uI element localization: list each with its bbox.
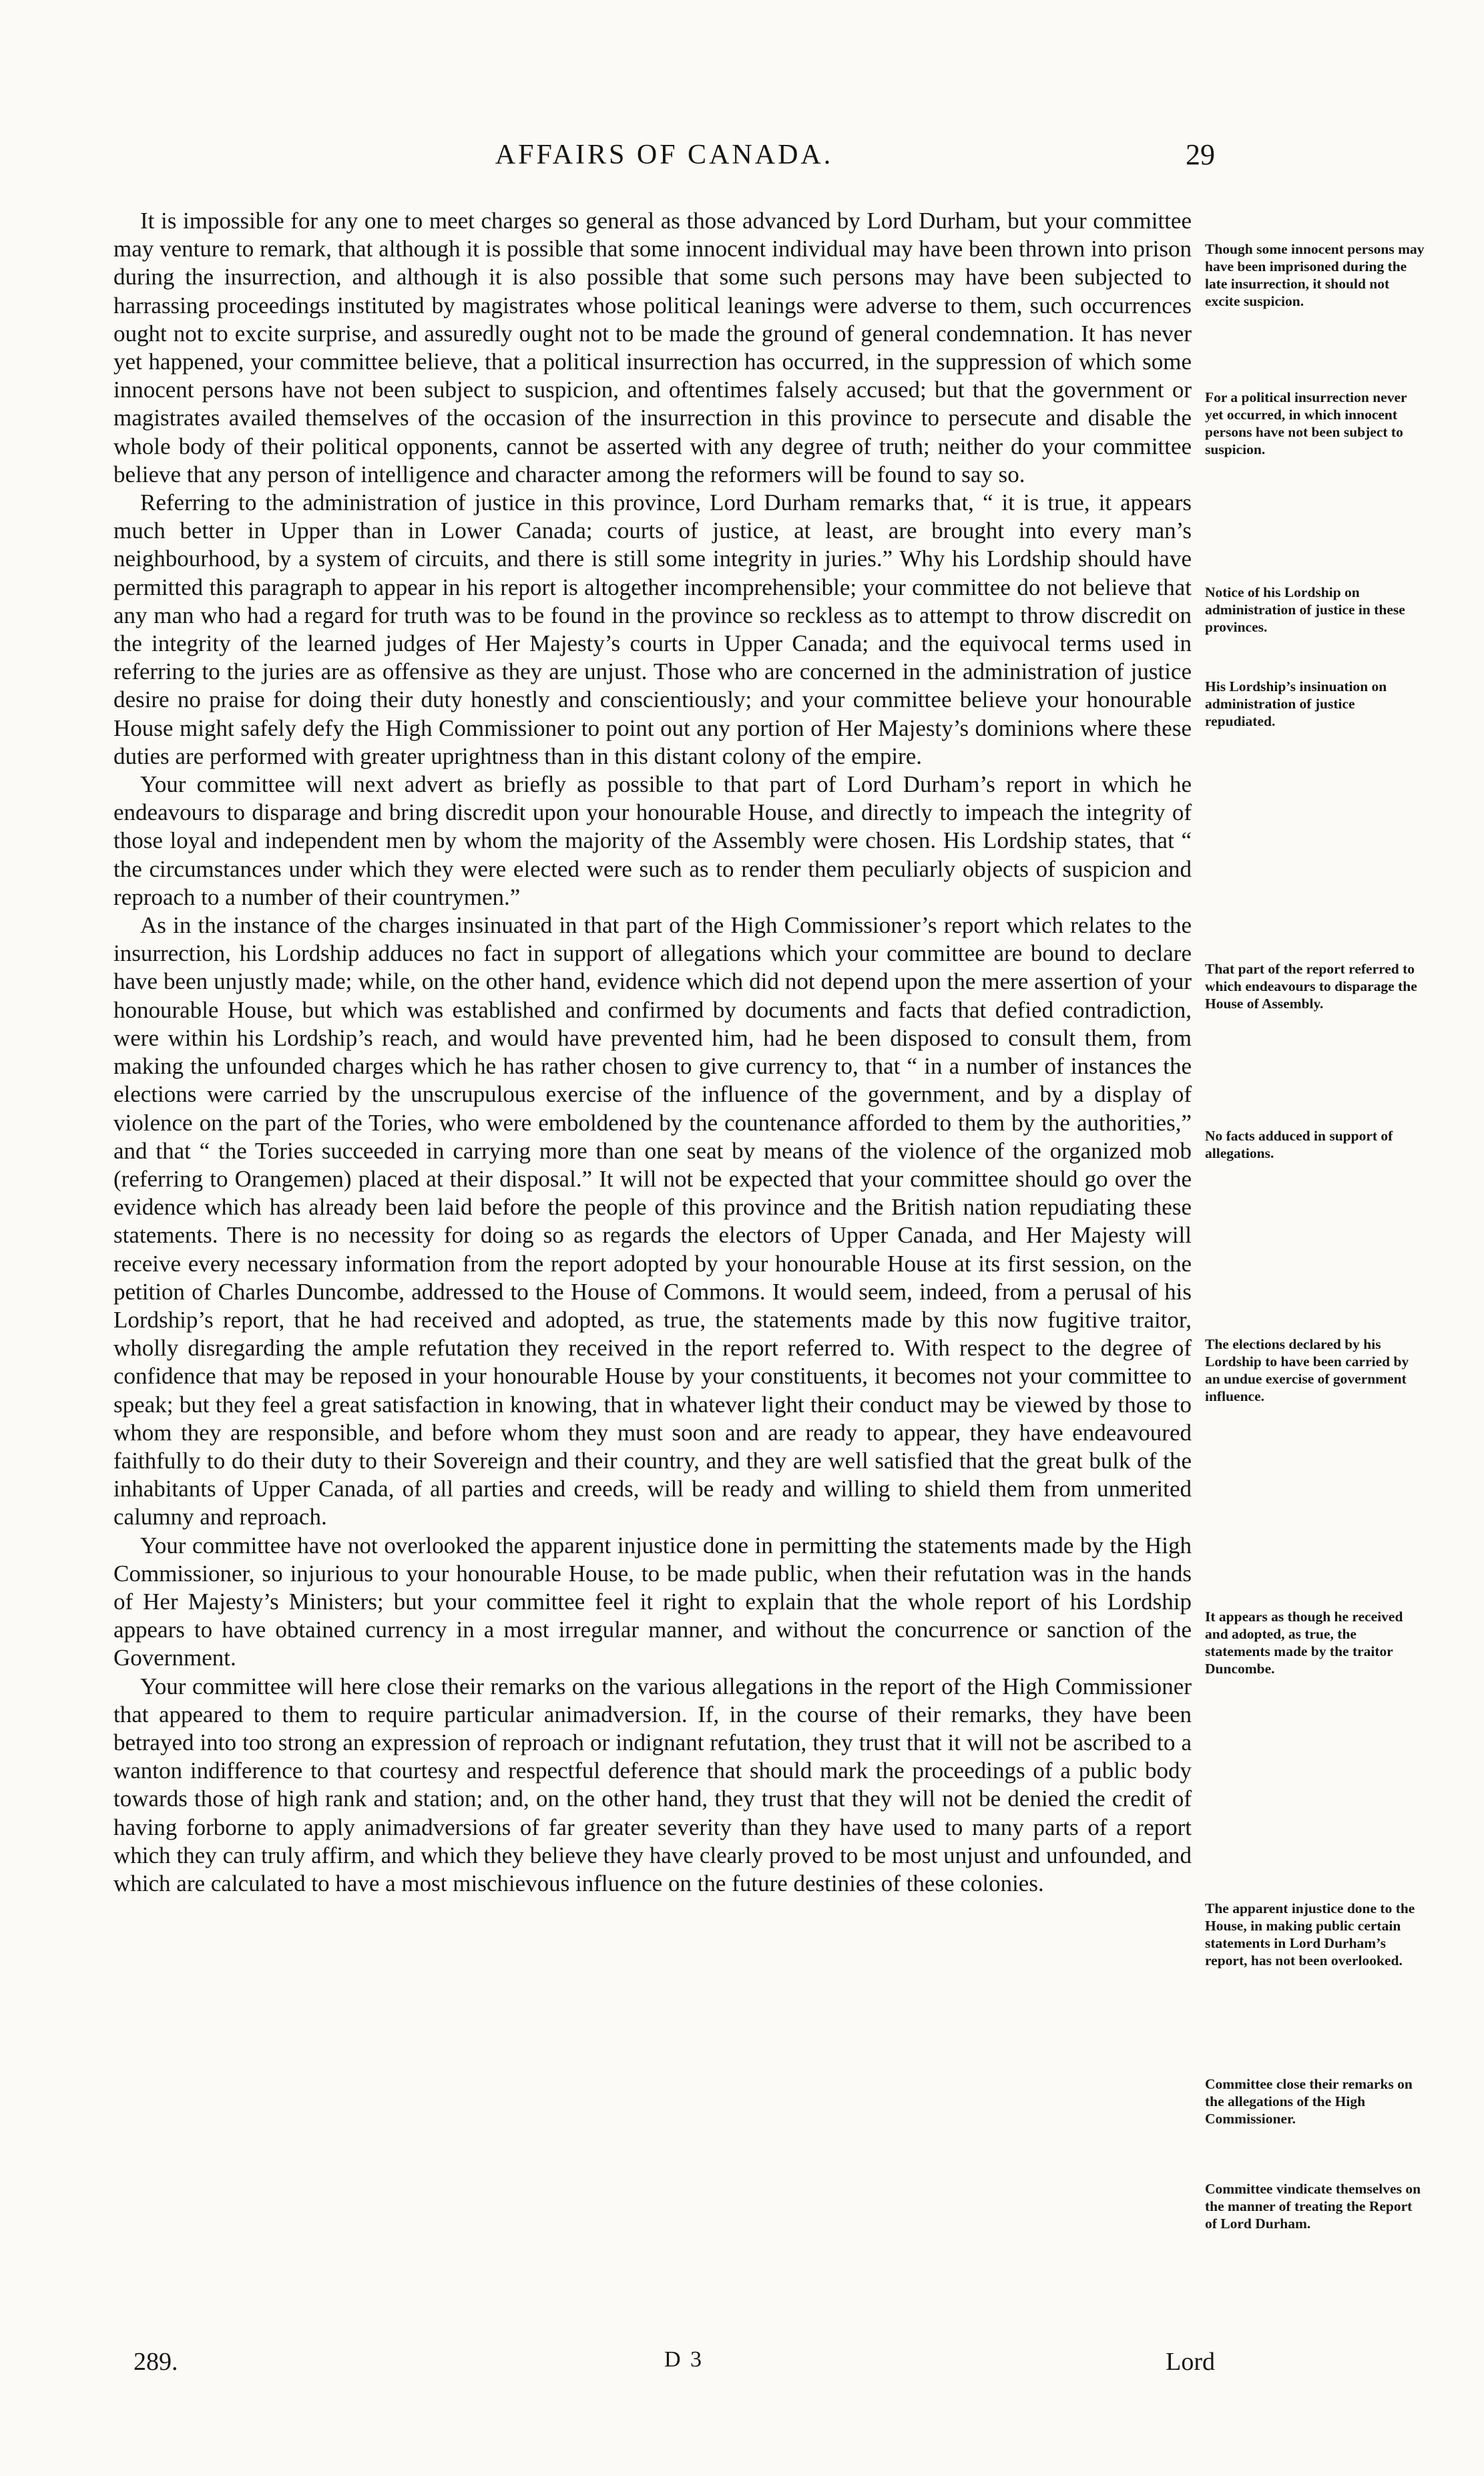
page-number: 29 [1186,138,1215,171]
body-text [113,207,1192,1898]
sidenote-committee-close: Committee close their remarks on the allegations of the High Commissioner. [1205,2076,1413,2127]
sidenote-no-facts: No facts adduced in support of allegations. [1205,1128,1393,1161]
sidenote-duncombe: It appears as though he received and adopted, as true, the statements made by the traitor Duncombe. [1205,1609,1403,1677]
sidenote-justice-repudiated: His Lordship’s insinuation on administration of justice repudiated. [1205,678,1387,729]
page-header [113,139,1215,186]
sidenote-committee-vindicate: Committee vindicate themselves on the manner of treating the Report of Lord Durham. [1205,2181,1421,2232]
sidenote-justice-notice: Notice of his Lordship on administration of justice in these provinces. [1205,584,1405,635]
sidenote-elections: The elections declared by his Lordship to have been carried by an undue exercise of government influence. [1205,1336,1409,1404]
paragraph-3: Your committee will next advert as briefly as possible to that part of Lord Durham’s report in which he endeavours to disparage and bring discredit upon your honourable House, and directly to impeach the integrity of those loyal and independent men by whom the majority of the Assembly were chosen. His Lordship states, that “ the circumstances under which they were elected were such as to render them peculiarly objects of suspicion and reproach to a number of their countrymen.” [113,771,1192,910]
paragraph-5: Your committee have not overlooked the apparent injustice done in permitting the statements made by the High Commissioner, so injurious to your honourable House, to be made public, when their refutation was in the hands of Her Majesty’s Ministers; but your committee feel it right to explain that the whole report of his Lordship appears to have obtained currency in a most irregular manner, and without the concurrence or sanction of the Government. [113,1532,1192,1671]
sidenote-disparage-assembly: That part of the report referred to which endeavours to disparage the House of Assembly. [1205,961,1417,1012]
sidenote-insurrection-suspicion: For a political insurrection never yet occurred, in which innocent persons have not been subject to suspicion. [1205,389,1407,457]
printer-signature: 289. [134,2348,178,2376]
catchword: Lord [1166,2348,1215,2376]
paragraph-6: Your committee will here close their remarks on the various allegations in the report of the High Commissioner that appeared to them to require particular animadversion. If, in the course of their remarks, they have been betrayed into too strong an expression of reproach or indignant refutation, they trust that it will not be ascribed to a wanton indifference to that courtesy and respectful deference that should mark the proceedings of a public body towards those of high rank and station; and, on the other hand, they trust that they will not be denied the credit of having forborne to apply animadversions of far greater severity than they have used to many parts of a report which they can truly affirm, and which they believe they have clearly proved to be most unjust and unfounded, and which are calculated to have a most mischievous influence on the future destinies of these colonies. [113,1673,1192,1896]
page-footer [113,2347,1215,2387]
sidenote-apparent-injustice: The apparent injustice done to the House, in making public certain statements in Lord Durham’s report, has not been overlooked. [1205,1900,1415,1969]
signature-mark: D 3 [664,2347,704,2372]
paragraph-4: As in the instance of the charges insinuated in that part of the High Commissioner’s report which relates to the insurrection, his Lordship adduces no fact in support of allegations which your committee are bound to declare have been unjustly made; while, on the other hand, evidence which did not depend upon the mere assertion of your honourable House, but which was established and confirmed by documents and facts that defied contradiction, were within his Lordship’s reach, and would have prevented him, had he been disposed to consult them, from making the unfounded charges which he has rather chosen to give currency to, that “ in a number of instances the elections were carried by the unscrupulous exercise of the influence of the government, and by a display of violence on the part of the Tories, who were emboldened by the countenance afforded to them by the authorities,” and that “ the Tories succeeded in carrying more than one seat by means of the violence of the organized mob (referring to Orangemen) placed at their disposal.” It will not be expected that your committee should go over the evidence which has already been laid before the people of this province and the British nation repudiating these statements. There is no necessity for doing so as regards the electors of Upper Canada, and Her Majesty will receive every necessary information from the report adopted by your honourable House at its first session, on the petition of Charles Duncombe, addressed to the House of Commons. It would seem, indeed, from a perusal of his Lordship’s report, that he had received and adopted, as true, the statements made by this now fugitive traitor, wholly disregarding the ample refutation they received in the report referred to. With respect to the degree of confidence that may be reposed in your honourable House by your constituents, it becomes not your committee to speak; but they feel a great satisfaction in knowing, that in whatever light their conduct may be viewed by those to whom they are responsible, and before whom they must soon and are ready to appear, they have endeavoured faithfully to do their duty to their Sovereign and their country, and they are well satisfied that the great bulk of the inhabitants of Upper Canada, of all parties and creeds, will be ready and willing to shield them from unmerited calumny and reproach. [113,912,1192,1530]
running-title: AFFAIRS OF CANADA. [495,140,834,170]
paragraph-1: It is impossible for any one to meet charges so general as those advanced by Lord Durham, but your committee may venture to remark, that although it is possible that some innocent individual may have been thrown into prison during the insurrection, and although it is also possible that some such persons may have been subjected to harrassing proceedings instituted by magistrates whose political leanings were adverse to them, such occurrences ought not to excite surprise, and assuredly ought not to be made the ground of general condemnation. It has never yet happened, your committee believe, that a political insurrection has occurred, in the suppression of which some innocent persons have not been subject to suspicion, and oftentimes falsely accused; but that the government or magistrates availed themselves of the occasion of the insurrection in this province to persecute and disable the whole body of their political opponents, cannot be asserted with any degree of truth; neither do your committee believe that any person of intelligence and character among the reformers will be found to say so. [113,208,1192,487]
sidenote-innocent-persons: Though some innocent persons may have been imprisoned during the late insurrection, it should not excite suspicion. [1205,241,1425,309]
paragraph-2: Referring to the administration of justice in this province, Lord Durham remarks that, “ it is true, it appears much better in Upper than in Lower Canada; courts of justice, at least, are brought into every man’s neighbourhood, by a system of circuits, and there is still some integrity in juries.” Why his Lordship should have permitted this paragraph to appear in his report is altogether incomprehensible; your committee do not believe that any man who had a regard for truth was to be found in the province so reckless as to attempt to throw discredit on the integrity of the learned judges of Her Majesty’s courts in Upper Canada; and the equivocal terms used in referring to the juries are as offensive as they are unjust. Those who are concerned in the administration of justice desire no praise for doing their duty honestly and conscientiously; and your committee believe your honourable House might safely defy the High Commissioner to point out any portion of Her Majesty’s dominions where these duties are performed with greater uprightness than in this distant colony of the empire. [113,489,1192,769]
